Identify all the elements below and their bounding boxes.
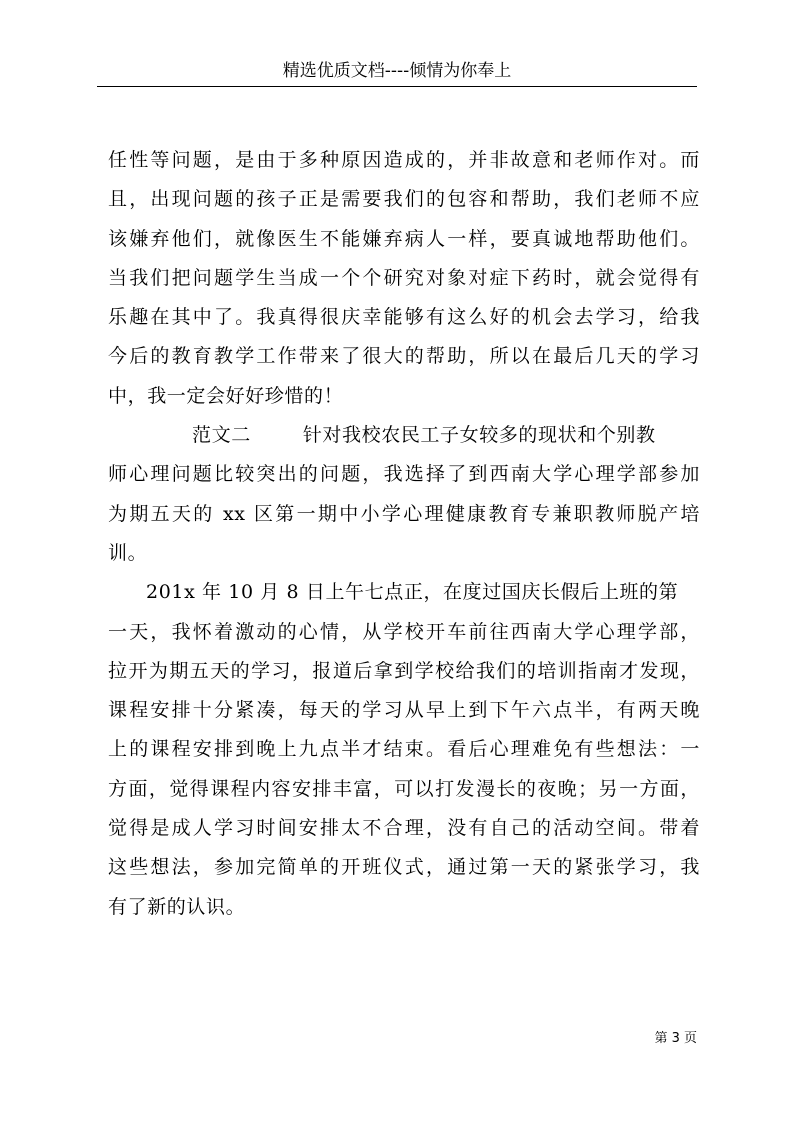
text-line: 201x 年 10 月 8 日上午七点正，在度过国庆长假后上班的第	[146, 581, 679, 604]
text-line: 今后的教育教学工作带来了很大的帮助，所以在最后几天的学习	[108, 345, 700, 368]
header-divider	[97, 86, 697, 87]
text-line: 上的课程安排到晚上九点半才结束。看后心理难免有些想法：一	[108, 738, 700, 761]
text-line: 任性等问题，是由于多种原因造成的，并非故意和老师作对。而	[108, 149, 700, 171]
text-line: 课程安排十分紧凑，每天的学习从早上到下午六点半，有两天晚	[108, 699, 700, 722]
text-line: 觉得是成人学习时间安排太不合理，没有自己的活动空间。带着	[108, 817, 700, 840]
text-line: 该嫌弃他们，就像医生不能嫌弃病人一样，要真诚地帮助他们。	[108, 227, 700, 250]
section-lead-text: 针对我校农民工子女较多的现状和个别教	[302, 424, 656, 447]
section-heading-line	[108, 416, 700, 455]
text-line: 训。	[108, 541, 148, 564]
text-line: 乐趣在其中了。我真得很庆幸能够有这么好的机会去学习，给我	[108, 306, 700, 329]
text-line: 为期五天的 xx 区第一期中小学心理健康教育专兼职教师脱产培	[108, 502, 700, 525]
text-line: 有了新的认识。	[108, 895, 246, 918]
section-title: 范文二	[192, 424, 251, 447]
text-line: 当我们把问题学生当成一个个研究对象对症下药时，就会觉得有	[108, 266, 700, 289]
page-header-title: 精选优质文档----倾情为你奉上	[282, 61, 512, 81]
text-line: 拉开为期五天的学习，报道后拿到学校给我们的培训指南才发现，	[108, 659, 700, 682]
text-line: 师心理问题比较突出的问题，我选择了到西南大学心理学部参加	[108, 463, 700, 486]
page-number: 第 3 页	[654, 1031, 697, 1046]
text-line: 中，我一定会好好珍惜的！	[108, 384, 344, 407]
text-line: 一天，我怀着激动的心情，从学校开车前往西南大学心理学部，	[108, 620, 700, 643]
text-line: 且，出现问题的孩子正是需要我们的包容和帮助，我们老师不应	[108, 188, 700, 211]
document-body	[108, 141, 700, 927]
text-line: 方面，觉得课程内容安排丰富，可以打发漫长的夜晚；另一方面，	[108, 777, 700, 800]
text-line: 这些想法，参加完简单的开班仪式，通过第一天的紧张学习，我	[108, 856, 700, 879]
